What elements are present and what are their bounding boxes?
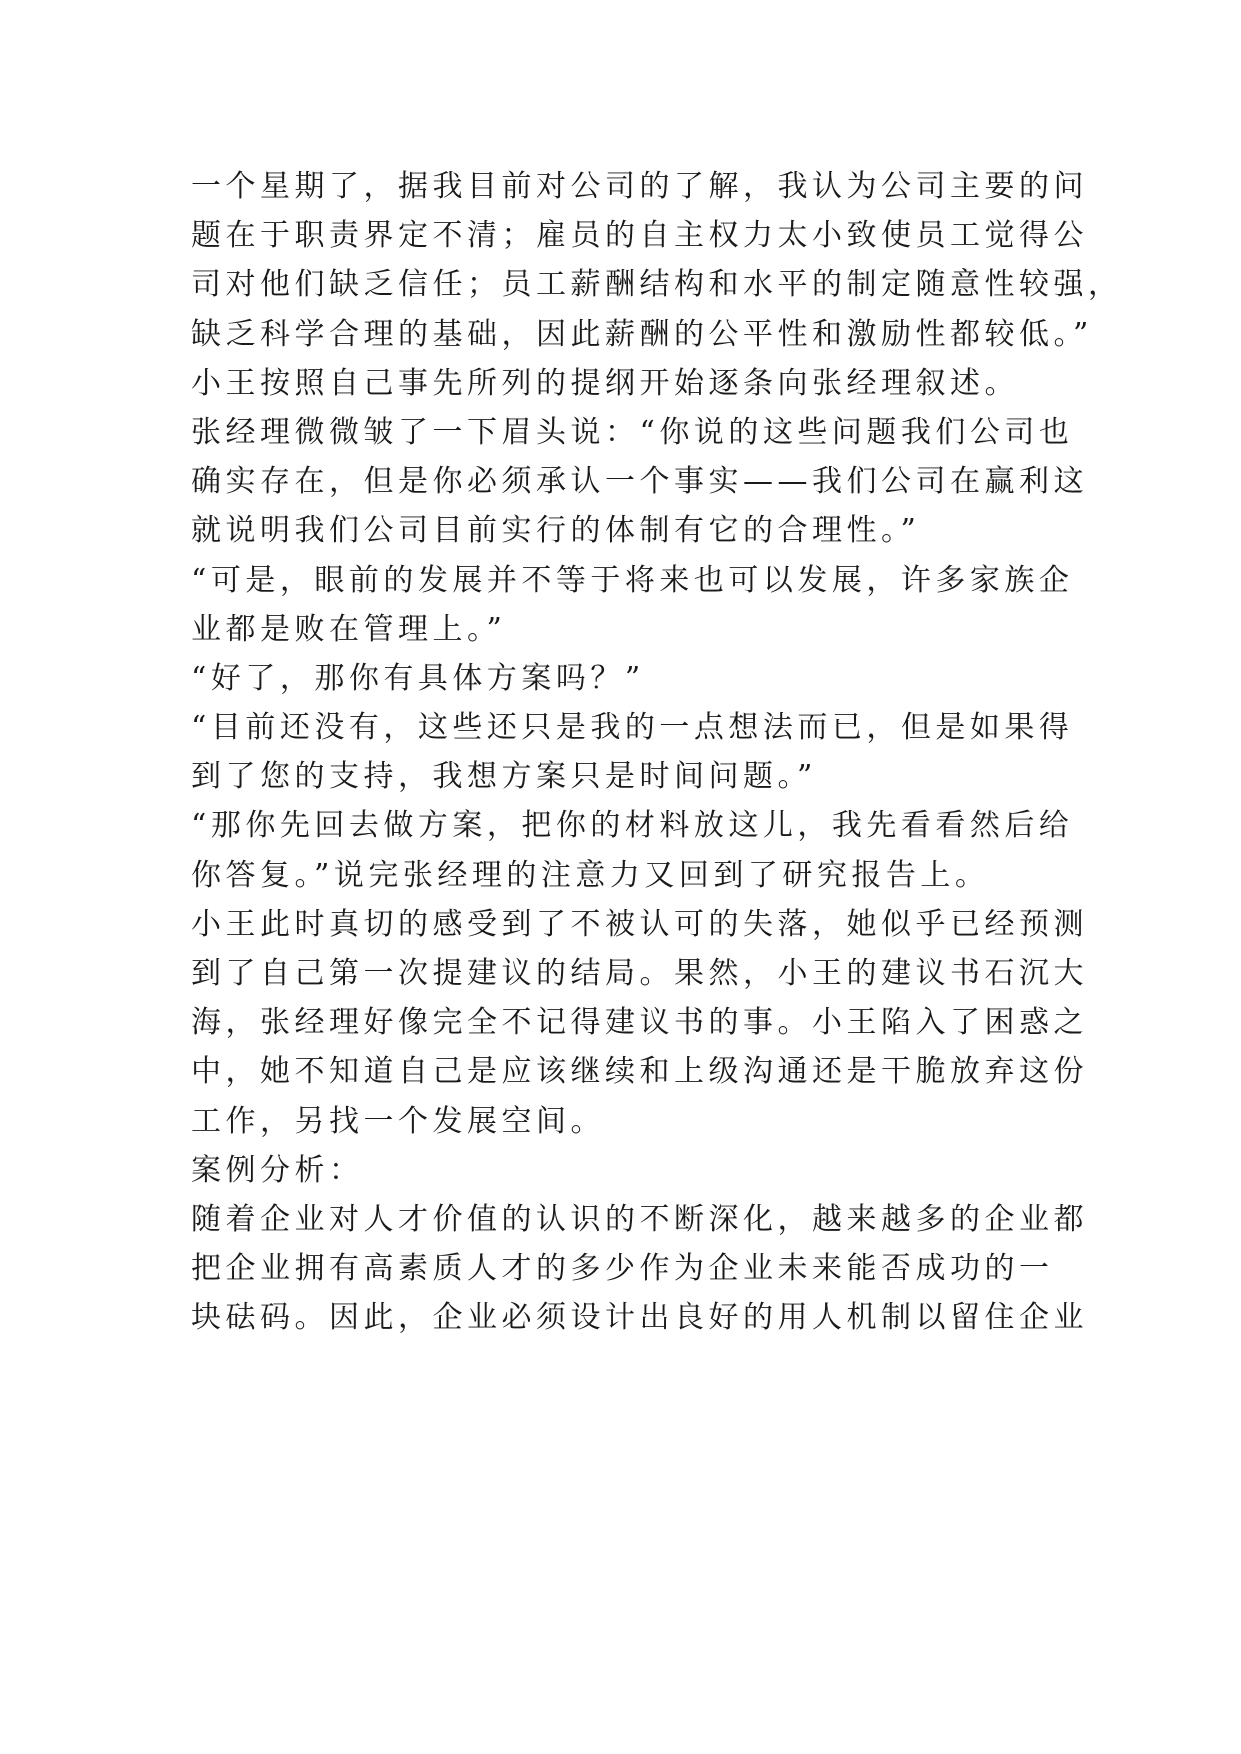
text-line: 你答复。”说完张经理的注意力又回到了研究报告上。 [191, 857, 990, 893]
text-line: 确实存在，但是你必须承认一个事实——我们公司在赢利这 [191, 464, 1088, 500]
text-line: 到了您的支持，我想方案只是时间问题。” [191, 759, 817, 795]
text-line: 小王此时真切的感受到了不被认可的失落，她似乎已经预测 [191, 906, 1088, 942]
text-line: “好了，那你有具体方案吗？” [191, 660, 645, 696]
text-line: 小王按照自己事先所列的提纲开始逐条向张经理叙述。 [191, 365, 1019, 401]
text-line: 把企业拥有高素质人才的多少作为企业未来能否成功的一 [191, 1251, 1054, 1287]
text-line: 工作，另找一个发展空间。 [191, 1103, 605, 1139]
text-line: 题在于职责界定不清；雇员的自主权力太小致使员工觉得公 [191, 218, 1088, 254]
text-line: 海，张经理好像完全不记得建议书的事。小王陷入了困惑之 [191, 1005, 1088, 1041]
text-line: 随着企业对人才价值的认识的不断深化，越来越多的企业都 [191, 1201, 1088, 1237]
text-line: 块砝码。因此，企业必须设计出良好的用人机制以留住企业 [191, 1300, 1088, 1336]
section-heading: 案例分析： [191, 1152, 364, 1188]
body-text [191, 162, 1123, 1343]
text-line: 司对他们缺乏信任；员工薪酬结构和水平的制定随意性较强， [191, 267, 1123, 303]
text-line: “可是，眼前的发展并不等于将来也可以发展，许多家族企 [191, 562, 1074, 598]
text-line: 中，她不知道自己是应该继续和上级沟通还是干脆放弃这份 [191, 1054, 1088, 1090]
text-line: 到了自己第一次提建议的结局。果然，小王的建议书石沉大 [191, 956, 1088, 991]
text-line: 一个星期了，据我目前对公司的了解，我认为公司主要的问 [191, 169, 1088, 204]
text-line: 缺乏科学合理的基础，因此薪酬的公平性和激励性都较低。” [191, 316, 1093, 352]
text-line: 张经理微微皱了一下眉头说：“你说的这些问题我们公司也 [191, 414, 1074, 450]
text-line: 业都是败在管理上。” [191, 611, 507, 647]
text-line: “目前还没有，这些还只是我的一点想法而已，但是如果得 [191, 710, 1074, 746]
text-line: 就说明我们公司目前实行的体制有它的合理性。” [191, 513, 921, 549]
text-line: “那你先回去做方案，把你的材料放这儿，我先看看然后给 [191, 808, 1074, 844]
